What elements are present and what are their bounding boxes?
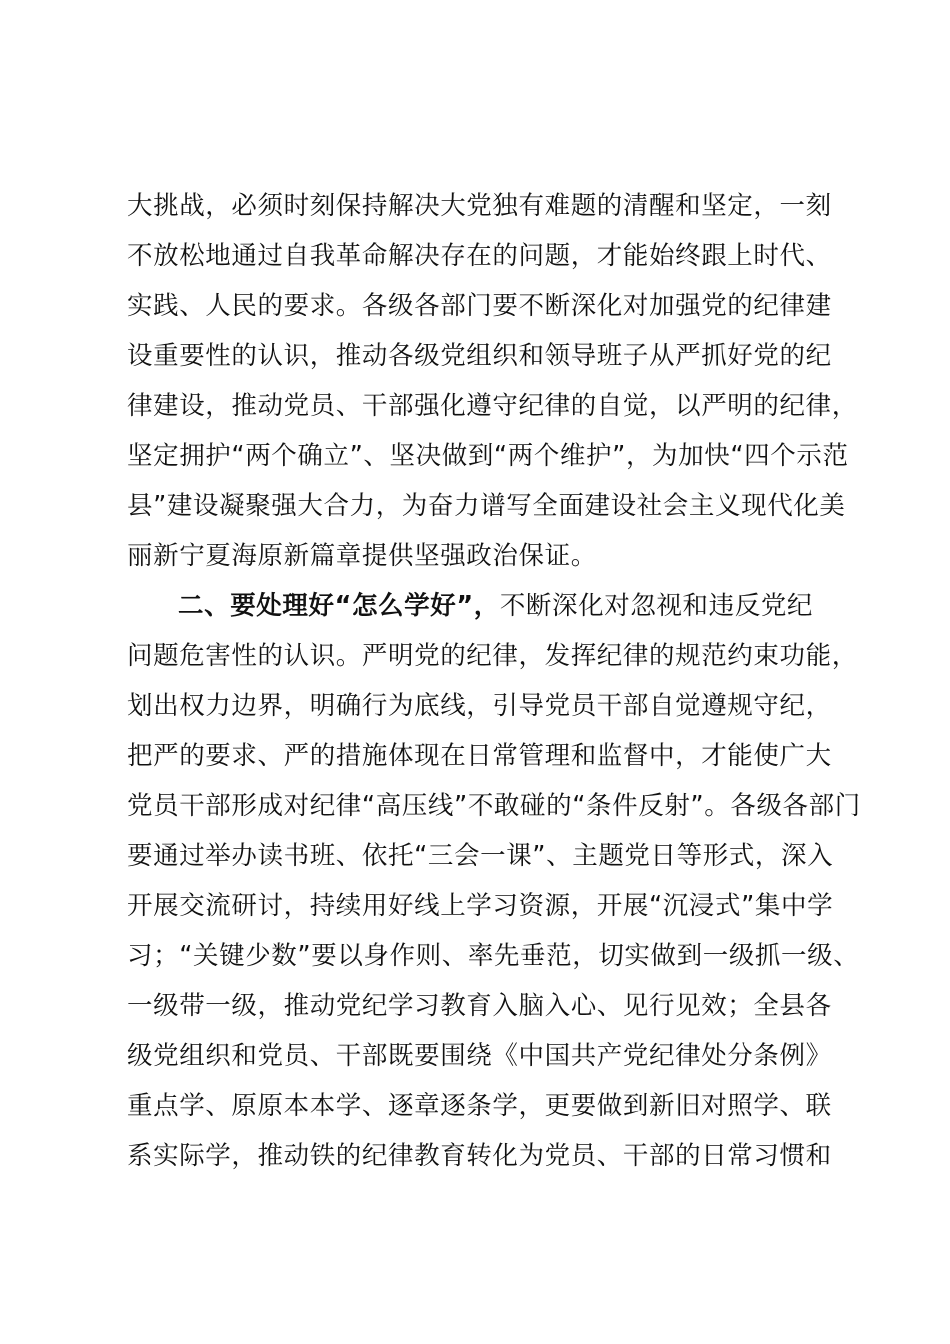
text-line: 习；“关键少数”要以身作则、率先垂范，切实做到一级抓一级、 [127, 941, 860, 971]
text-line: 坚定拥护“两个确立”、坚决做到“两个维护”，为加快“四个示范 [127, 441, 849, 471]
text-line: 系实际学，推动铁的纪律教育转化为党员、干部的日常习惯和 [127, 1141, 832, 1171]
text-line: 级党组织和党员、干部既要围绕《中国共产党纪律处分条例》 [127, 1041, 832, 1071]
text-line: 实践、人民的要求。各级各部门要不断深化对加强党的纪律建 [127, 291, 832, 321]
text-line: 丽新宁夏海原新篇章提供坚强政治保证。 [127, 541, 597, 571]
text-line: 重点学、原原本本学、逐章逐条学，更要做到新旧对照学、联 [127, 1091, 832, 1121]
text-line: 要通过举办读书班、依托“三会一课”、主题党日等形式，深入 [127, 841, 834, 871]
text-line: 设重要性的认识，推动各级党组织和领导班子从严抓好党的纪 [127, 341, 832, 371]
heading-line-rest: 不断深化对忽视和违反党纪 [499, 591, 814, 621]
text-line: 大挑战，必须时刻保持解决大党独有难题的清醒和坚定，一刻 [127, 191, 832, 221]
text-line: 开展交流研讨，持续用好线上学习资源，开展“沉浸式”集中学 [127, 891, 834, 921]
section-heading-line [178, 586, 898, 626]
text-line: 不放松地通过自我革命解决存在的问题，才能始终跟上时代、 [127, 241, 832, 271]
text-line: 律建设，推动党员、干部强化遵守纪律的自觉，以严明的纪律， [127, 391, 858, 421]
section-heading: 二、要处理好“怎么学好”， [178, 591, 500, 621]
text-line: 把严的要求、严的措施体现在日常管理和监督中，才能使广大 [127, 741, 832, 771]
text-line: 问题危害性的认识。严明党的纪律，发挥纪律的规范约束功能， [127, 641, 858, 671]
text-line: 划出权力边界，明确行为底线，引导党员干部自觉遵规守纪， [127, 691, 832, 721]
text-line: 县”建设凝聚强大合力，为奋力谱写全面建设社会主义现代化美 [127, 491, 846, 521]
text-line: 一级带一级，推动党纪学习教育入脑入心、见行见效；全县各 [127, 991, 832, 1021]
text-line: 党员干部形成对纪律“高压线”不敢碰的“条件反射”。各级各部门 [127, 791, 861, 821]
